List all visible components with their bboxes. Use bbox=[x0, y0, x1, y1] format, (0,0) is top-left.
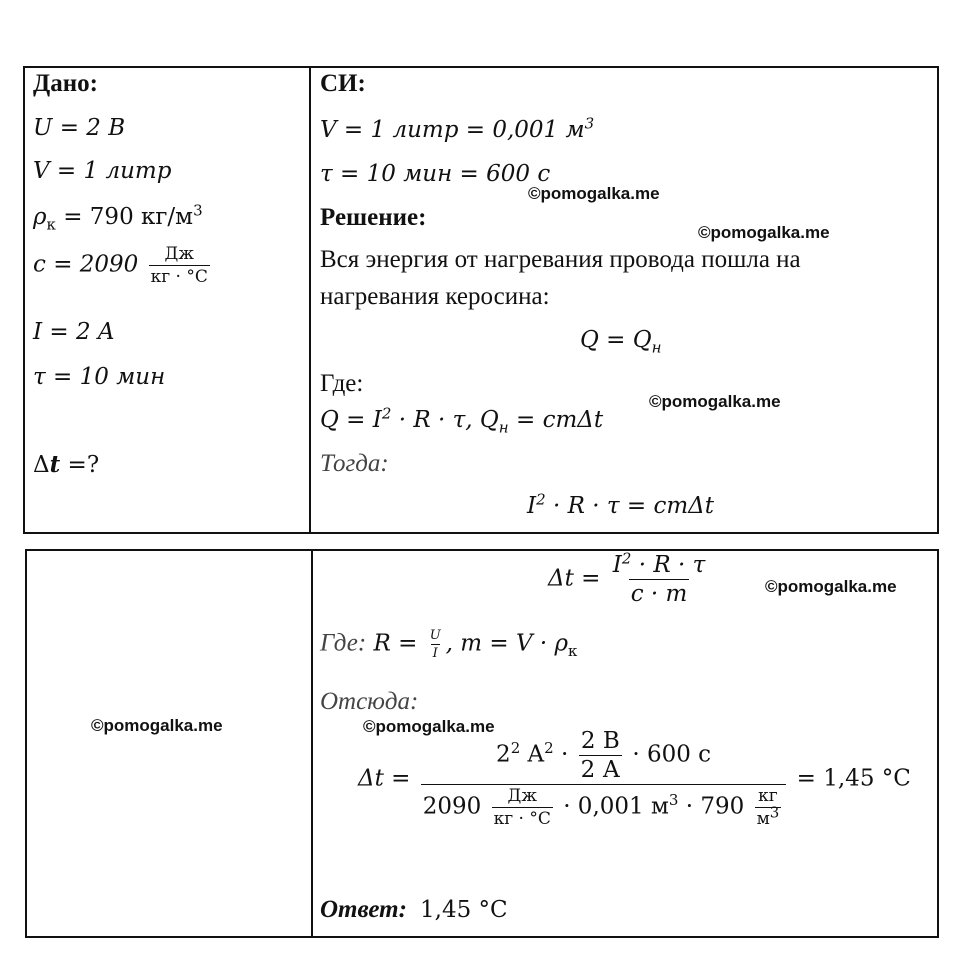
si-heading: СИ: bbox=[320, 70, 366, 97]
then-label: Тогда: bbox=[320, 450, 389, 477]
given-heading: Дано: bbox=[33, 70, 98, 97]
given-volume: V = 1 литр bbox=[33, 158, 172, 184]
equation-delta-t: Δt = $\frac{I^2 \cdot R \cdot \tau}{c \cdot m}$ bbox=[548, 549, 706, 607]
solution-text-line2: нагревания керосина: bbox=[320, 283, 550, 310]
si-volume: V = 1 литр = 0,001 $м^3$ bbox=[320, 114, 595, 143]
watermark: ©pomogalka.me bbox=[698, 223, 830, 242]
equation-energy-balance: $Q = Q_н$ bbox=[580, 327, 662, 357]
equation-combined: $I^2 \cdot R \cdot \tau = cm\Delta t$ bbox=[527, 490, 714, 519]
answer bbox=[320, 896, 508, 924]
answer-label: Ответ: bbox=[320, 896, 407, 923]
given-voltage: U = 2 В bbox=[33, 115, 126, 141]
equation-definitions: $Q = I^2 \cdot R \cdot \tau$, $Q_н = cm\Delta t$ bbox=[320, 404, 604, 437]
watermark: ©pomogalka.me bbox=[649, 392, 781, 411]
watermark: ©pomogalka.me bbox=[91, 716, 223, 735]
watermark: ©pomogalka.me bbox=[363, 717, 495, 736]
equation-calculation: Δt = $2^2$ $A^2$ · $\frac{2 В}{2 А}$ · 600 с 2090 $\frac{Дж}{кг \cdot ^\circ С}$ · 0,001 $м^3 \cdot 790$ $\frac{кг}{м3}$ = 1,45 °С bbox=[358, 728, 911, 829]
watermark: ©pomogalka.me bbox=[528, 184, 660, 203]
answer-value: 1,45 °С bbox=[420, 897, 508, 923]
si-time: τ = 10 мин = 600 с bbox=[320, 161, 551, 187]
where-label: Где: bbox=[320, 370, 364, 397]
given-density: $\rho_к = 790$ $кг/м^3$ bbox=[33, 201, 203, 234]
given-current: I = 2 A bbox=[33, 319, 115, 345]
watermark: ©pomogalka.me bbox=[765, 577, 897, 596]
hence-label: Отсюда: bbox=[320, 688, 419, 715]
column-divider bbox=[311, 551, 313, 936]
equation-resistance-mass: Где: R = $\frac{U}{I}$ , $m = V \cdot \rho_к$ bbox=[320, 628, 578, 661]
solution-text-line1: Вся энергия от нагревания провода пошла на bbox=[320, 246, 801, 273]
given-time: τ = 10 мин bbox=[33, 364, 166, 390]
column-divider bbox=[309, 68, 311, 532]
solution-heading: Решение: bbox=[320, 204, 427, 231]
given-unknown: Δt =? bbox=[33, 451, 100, 478]
given-specific-heat: c = 2090 $\frac{Дж}{кг \cdot ^\circ С}$ bbox=[33, 244, 208, 287]
